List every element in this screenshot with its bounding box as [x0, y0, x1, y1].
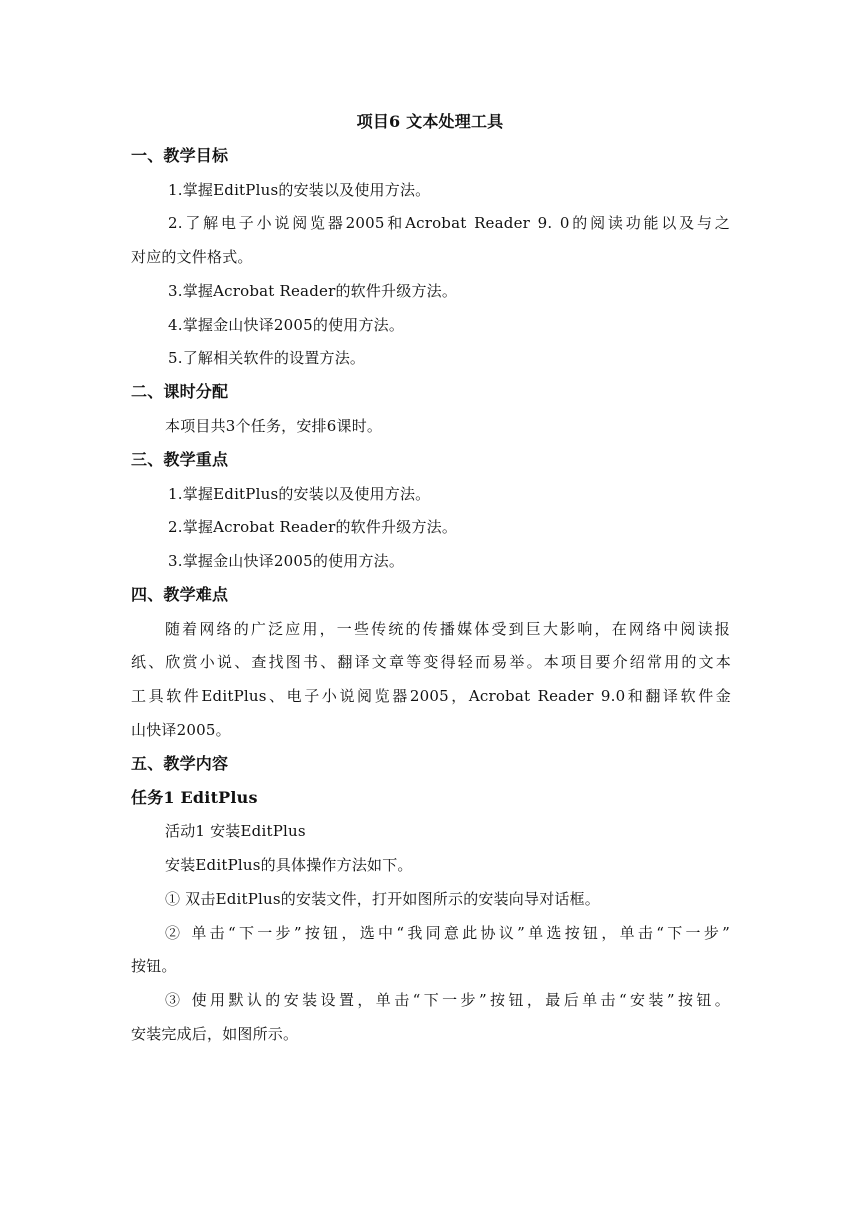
page-title: 项目6 文本处理工具 — [356, 112, 504, 131]
install-intro-text: 安装EditPlus的具体操作方法如下。 — [165, 856, 413, 874]
install-step-2: ② 单击“下一步”按钮，选中“我同意此协议”单选按钮，单击“下一步” — [165, 924, 730, 942]
key-point-item-1: 1.掌握EditPlus的安装以及使用方法。 — [168, 485, 431, 503]
difficulties-paragraph-line: 纸、欣赏小说、查找图书、翻译文章等变得轻而易举。本项目要介绍常用的文本 — [131, 653, 731, 671]
section-heading-content: 五、教学内容 — [131, 754, 229, 773]
section-heading-class-hours: 二、课时分配 — [131, 382, 229, 401]
key-point-item-3: 3.掌握金山快译2005的使用方法。 — [168, 552, 405, 570]
section-heading-difficulties: 四、教学难点 — [131, 585, 229, 604]
task-heading: 任务1 EditPlus — [131, 788, 258, 807]
objective-item-4: 4.掌握金山快译2005的使用方法。 — [168, 316, 405, 334]
class-hours-text: 本项目共3个任务，安排6课时。 — [165, 417, 383, 435]
activity-heading: 活动1 安装EditPlus — [165, 822, 306, 840]
objective-item-5: 5.了解相关软件的设置方法。 — [168, 349, 366, 367]
install-step-3-continued: 安装完成后，如图所示。 — [131, 1025, 299, 1043]
install-step-1: ① 双击EditPlus的安装文件，打开如图所示的安装向导对话框。 — [165, 890, 600, 908]
section-heading-key-points: 三、教学重点 — [131, 450, 229, 469]
objective-item-2: 2.了解电子小说阅览器2005和Acrobat Reader 9. 0的阅读功能以及与之 — [168, 214, 730, 232]
objective-item-1: 1.掌握EditPlus的安装以及使用方法。 — [168, 181, 431, 199]
install-step-3: ③ 使用默认的安装设置，单击“下一步”按钮，最后单击“安装”按钮。 — [165, 991, 730, 1009]
install-step-2-continued: 按钮。 — [131, 957, 177, 975]
difficulties-paragraph-line: 山快译2005。 — [131, 721, 231, 739]
difficulties-paragraph-line: 随着网络的广泛应用，一些传统的传播媒体受到巨大影响，在网络中阅读报 — [165, 620, 730, 638]
difficulties-paragraph-line: 工具软件EditPlus、电子小说阅览器2005，Acrobat Reader 9.0和翻译软件金 — [131, 687, 731, 705]
key-point-item-2: 2.掌握Acrobat Reader的软件升级方法。 — [168, 518, 458, 536]
section-heading-objectives: 一、教学目标 — [131, 146, 229, 165]
objective-item-3: 3.掌握Acrobat Reader的软件升级方法。 — [168, 282, 458, 300]
objective-item-2-continued: 对应的文件格式。 — [131, 248, 253, 266]
